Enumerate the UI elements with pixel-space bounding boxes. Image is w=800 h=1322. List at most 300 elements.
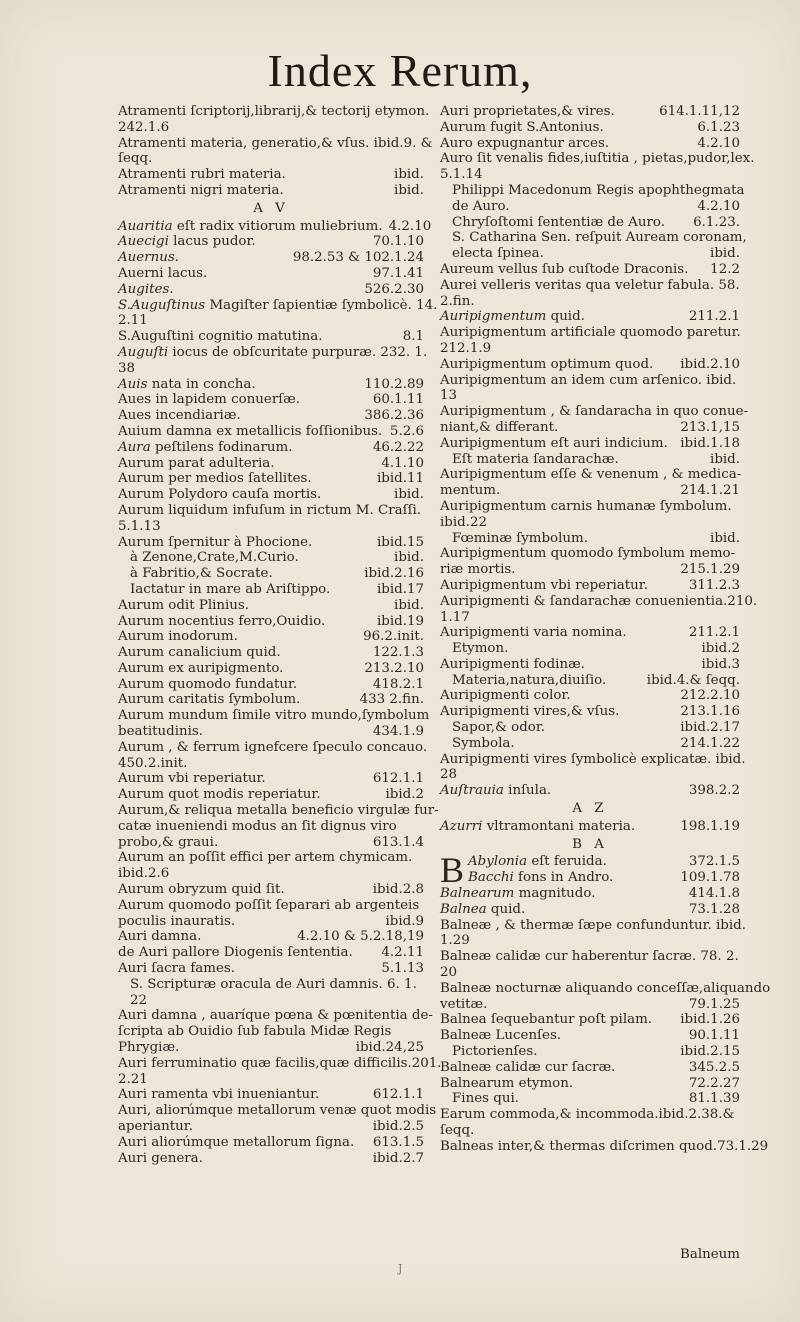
index-entry [118,550,424,566]
index-entry [440,278,740,310]
entry-text [440,1107,734,1123]
page-title: Index Rerum, [267,45,533,96]
entry-reference: ibid. [710,530,740,546]
entry-text [440,918,746,934]
entry-text [440,104,615,120]
entry-text [440,373,736,389]
entry-reference: ibid.2.5 [372,1119,424,1134]
index-entry [440,720,740,736]
entry-reference: ibid.2 [385,787,424,803]
entry-reference: ibid.2.7 [372,1150,424,1166]
entry-line [118,167,424,183]
entry-line [440,420,740,436]
entry-line [118,1135,424,1151]
entry-reference: ibid.24,25 [355,1040,424,1056]
index-entry [118,282,424,298]
section-heading: A Z [572,801,608,817]
entry-text [118,408,241,424]
entry-text [440,1060,615,1076]
entry-reference: ibid.2.8 [372,882,424,898]
entry-line [118,739,428,756]
entry-text [118,898,419,914]
entry-body: Aurum per medios ſatellites. [118,471,312,487]
entry-reference: 5.2.6 [389,423,424,439]
entry-reference: 211.2.1 [688,625,740,641]
entry-body: Atramenti rubri materia. [118,167,286,183]
entry-reference: ibid.1.18 [680,435,740,451]
entry-body: magnitudo. [514,886,596,902]
entry-text [118,1135,354,1151]
entry-reference: 98.2.53 & 102.1.24 [292,250,424,266]
entry-line [118,582,424,598]
entry-text [440,278,740,294]
entry-reference: ibid. [710,451,740,467]
index-entry [440,499,740,531]
entry-text [118,882,285,898]
entry-reference: 211.2.1 [688,309,740,325]
entry-body: Aurum an poſſit effici per artem chymicam. [118,850,413,866]
entry-reference: ibid. [394,167,424,183]
index-entry [118,898,424,930]
index-entry [440,436,740,452]
index-entry [440,625,740,641]
entry-continuation: ibid.2.6 [118,866,170,882]
entry-body: Iactatur in mare ab Ariſtippo. [130,581,331,597]
entry-reference: 212.2.10 [680,688,740,704]
entry-line [118,929,424,945]
entry-text [440,783,551,799]
entry-text [118,345,427,361]
index-entry [440,230,747,262]
entry-line [440,1012,740,1028]
index-entry [118,167,424,183]
index-entry [440,1060,740,1076]
entry-reference: 213.2.10 [364,660,424,676]
entry-keyword: Auernus. [118,250,179,266]
entry-reference: ibid. [394,182,424,198]
entry-line [118,1040,424,1056]
entry-line [440,483,740,499]
entry-text [118,167,286,183]
entry-body: Balneæ nocturnæ aliquando conceſſæ,aliquando [440,980,771,996]
entry-reference: ibid. [394,597,424,613]
entry-continuation: de Auro. [452,198,510,214]
entry-text [468,870,613,886]
entry-body: Balneas inter,& thermas diſcrimen quod.73.1.29 [440,1138,769,1154]
entry-body: peſtilens fodinarum. [150,439,293,455]
index-entry [440,1076,740,1092]
index-entry [118,135,433,168]
entry-continuation: 22 [130,992,148,1008]
entry-body: Aurum nocentius ferro,Ouidio. [118,613,326,629]
entry-reference: 122.1.3 [372,645,424,661]
index-entry [118,739,428,772]
entry-keyword: Auſtrauia [440,783,504,799]
entry-body: nata in concha. [147,376,256,392]
left-column [118,104,442,1166]
entry-text [440,1139,768,1155]
entry-reference: 213.1.16 [680,704,740,720]
entry-body: Aurum quomodo poſſit ſeparari ab argenteis [118,897,420,913]
index-entry [440,578,740,594]
entry-line [118,456,424,472]
entry-line [440,736,740,752]
entry-text [452,720,545,736]
entry-text [452,215,665,231]
entry-text [118,219,383,235]
entry-line [118,1055,442,1072]
entry-reference: 79.1.25 [688,996,740,1012]
index-entry [440,673,740,689]
entry-reference: 4.2.10 & 5.2.18,19 [297,929,424,945]
index-entry [118,218,432,235]
entry-body: Balneæ Lucenſes. [440,1028,562,1044]
entry-text [440,657,585,673]
entry-text [452,736,515,752]
index-entry [118,424,424,440]
entry-line [440,230,747,246]
entry-keyword: Azurri [440,818,483,834]
index-entry [118,945,424,961]
entry-text [118,787,321,803]
entry-continuation: 1.29 [440,933,470,949]
index-entry [118,329,424,345]
entry-body: inſula. [503,783,552,799]
entry-line [118,566,424,582]
entry-text [440,578,648,594]
entry-continuation: ibid.22 [440,514,488,530]
entry-body: Auerni lacus. [118,265,208,281]
entry-line [468,854,740,870]
entry-continuation: electa ſpinea. [452,246,544,262]
entry-line [118,234,424,250]
entry-line [440,704,740,720]
entry-body: Balneæ calidæ cur ſacræ. [440,1059,616,1075]
entry-reference: 372.1.5 [688,854,740,870]
entry-body: Materia,natura,diuiſio. [452,672,607,688]
entry-text [440,1028,561,1044]
entry-reference: 4.2.10 [697,198,740,214]
entry-text [118,929,201,945]
entry-body: Aurum odit Plinius. [118,597,250,613]
entry-continuation: beatitudinis. [118,724,204,740]
entry-reference: 70.1.10 [372,234,424,250]
right-column [440,104,771,1155]
index-entry [118,787,424,803]
entry-line [118,535,424,551]
entry-body: vltramontani materia. [482,818,636,834]
index-entry [118,677,424,693]
index-entry [440,751,746,784]
entry-body: Aurum fugit S.Antonius. [440,119,604,135]
entry-reference: 526.2.30 [364,281,424,297]
entry-continuation: 212.1.9 [440,340,492,356]
index-entry [440,783,740,799]
entry-text [118,136,433,152]
entry-reference: 214.1.21 [680,483,740,499]
entry-reference: ibid.2.16 [364,566,424,582]
entry-line [118,135,433,152]
index-entry [440,819,740,835]
entry-body: Aureum vellus ſub cuſtode Draconis. [440,261,689,277]
entry-reference: 433 2.fin. [359,692,424,708]
entry-line [440,980,771,997]
entry-body: lacus pudor. [168,234,256,250]
entry-body: Aurum canalicium quid. [118,645,281,661]
entry-body: Aurum caritatis ſymbolum. [118,692,301,708]
entry-line [118,771,424,787]
entry-reference: 414.1.8 [688,886,740,902]
index-entry [118,234,424,250]
entry-line [440,688,740,704]
entry-line [118,297,438,314]
entry-reference: 12.2 [710,261,740,277]
entry-text [440,467,741,483]
entry-text [118,424,382,440]
entry-line [440,325,740,341]
index-entry [440,1012,740,1028]
entry-body: Aurum mundum ſimile vitro mundo,ſymbolum [118,708,430,724]
entry-body: S.Auguſtini cognitio matutina. [118,329,323,345]
index-entry [118,1087,424,1103]
entry-line [118,961,424,977]
index-entry [118,598,424,614]
entry-line [118,250,424,266]
index-entry [440,182,745,215]
entry-line [118,392,424,408]
entry-line [440,1076,740,1092]
index-entry [440,373,740,405]
entry-reference: ibid.11 [376,471,424,487]
index-entry [118,266,424,282]
entry-text [440,704,619,720]
entry-body: Auri ferruminatio quæ facilis,quæ difficilis.201. [118,1055,442,1071]
entry-continuation: poculis inauratis. [118,913,236,929]
entry-line [118,104,430,120]
index-entry [118,629,424,645]
entry-body: Aurum quomodo fundatur. [118,676,298,692]
entry-line [118,183,424,199]
entry-line [118,218,432,235]
index-entry [440,870,740,886]
entry-reference: ibid.19 [376,613,424,629]
entry-body: Auripigmentum optimum quod. [440,356,654,372]
entry-line [118,787,424,803]
entry-body: Earum commoda,& incommoda.ibid.2.38.& [440,1107,735,1123]
entry-text [440,625,627,641]
entry-line [440,902,740,918]
entry-continuation: 2.21 [118,1071,148,1087]
entry-line [118,835,424,851]
entry-text [130,566,273,582]
index-entry [118,535,424,551]
index-entry [440,949,740,981]
entry-text [118,377,256,393]
entry-text [118,1056,442,1072]
entry-body: Auripigmentum artificiale quomodo paretur. [440,325,741,341]
entry-line [440,467,740,483]
index-entry [440,151,755,183]
entry-line [440,436,740,452]
entry-text [440,819,635,835]
index-entry [440,531,740,547]
entry-text [440,949,739,965]
entry-line [440,531,740,547]
entry-keyword: Aura [118,439,151,455]
entry-keyword: Balnea [440,901,487,917]
entry-continuation: catæ inueniendi modus an ſit dignus viro [118,818,397,834]
index-entry [118,614,424,630]
entry-line [440,562,740,578]
entry-text [118,945,353,961]
entry-continuation: 2.11 [118,313,148,329]
index-entry [440,736,740,752]
entry-continuation: Phrygiæ. [118,1040,180,1056]
index-entry [118,392,424,408]
entry-body: Auripigmenti & ſandarachæ conuenientia.210. [440,593,758,609]
entry-continuation: 242.1.6 [118,119,170,135]
entry-line [118,408,424,424]
index-entry [440,1044,740,1060]
entry-continuation: 13 [440,388,458,404]
entry-reference: 4.2.11 [381,945,424,961]
index-entry [440,1091,740,1107]
entry-line [440,120,740,136]
entry-line [118,882,424,898]
entry-reference: ibid. [710,246,740,262]
entry-text [118,677,297,693]
entry-reference: 96.2.init. [363,629,424,645]
entry-text [118,298,437,314]
entry-body: Balnearum etymon. [440,1075,574,1091]
entry-body: Aurei velleris veritas qua veletur fabula. 58. [440,277,740,293]
entry-body: Aurum Polydoro cauſa mortis. [118,487,322,503]
entry-body: Atramenti ſcriptorij,librarij,& tectorij etymon. [118,104,430,119]
entry-text [468,854,607,870]
entry-line [440,751,746,768]
entry-reference: ibid.2.10 [680,356,740,372]
entry-body: Aues in lapidem conuerſæ. [118,392,301,408]
entry-line [468,870,740,886]
entry-body: Auri damna. [118,929,202,945]
entry-text [118,471,312,487]
entry-text [440,136,609,152]
entry-body: Auripigmentum , & ſandaracha in quo conue- [440,404,749,420]
entry-text [452,452,619,468]
entry-text [118,104,429,120]
index-entry [118,183,424,199]
entry-text [440,1076,573,1092]
entry-keyword: Abylonia [468,854,528,870]
entry-body: Auripigmentum an idem cum arſenico. ibid. [440,372,737,388]
entry-line [118,1103,437,1119]
entry-reference: ibid.15 [376,534,424,550]
index-entry [440,688,740,704]
entry-line [118,977,424,993]
entry-keyword: Auecigi [118,234,169,250]
entry-body: Auri aliorúmque metallorum ſigna. [118,1134,355,1150]
entry-body: Atramenti materia, generatio,& vſus. ibid.9. & [118,135,433,151]
entry-line [118,598,424,614]
entry-line [440,720,740,736]
index-entry [440,1028,740,1044]
entry-line [118,645,424,661]
entry-body: Auium damna ex metallicis foſſionibus. [118,423,383,439]
entry-text [118,1008,433,1024]
index-entry [118,882,424,898]
index-entry [118,250,424,266]
entry-line [440,886,740,902]
entry-line [440,546,740,562]
entry-text [118,329,322,345]
entry-reference: ibid.3 [701,656,740,672]
entry-continuation: probo,& graui. [118,834,219,850]
entry-text [118,1151,203,1167]
entry-reference: 614.1.11,12 [659,104,740,119]
entry-line [440,997,740,1013]
entry-line [440,215,740,231]
entry-line [118,1087,424,1103]
index-entry [118,582,424,598]
index-entry [440,357,740,373]
entry-line [118,898,424,914]
entry-continuation: aperiantur. [118,1119,193,1134]
entry-line [440,199,740,215]
entry-body: Aurum parat adulteria. [118,455,275,471]
entry-line [118,708,430,724]
entry-line [440,641,740,657]
entry-text [118,266,207,282]
entry-body: Auro expugnantur arces. [440,135,610,151]
index-entry [118,297,438,330]
entry-body: quid. [486,901,526,917]
entry-line [118,629,424,645]
entry-text [440,151,754,167]
entry-line [118,614,424,630]
entry-text [440,546,735,562]
index-entry [118,961,424,977]
entry-line [440,136,740,152]
entry-reference: 97.1.41 [372,265,424,281]
entry-body: Etymon. [452,641,509,657]
entry-text [118,614,325,630]
index-entry [440,325,740,357]
entry-reference: 46.2.22 [372,439,424,455]
entry-reference: 72.2.27 [688,1075,740,1091]
entry-body: Auripigmentum eſſe & venenum , & medica- [440,467,742,483]
entry-line [440,949,740,965]
entry-body: Auripigmenti color. [440,688,571,704]
entry-line [118,677,424,693]
entry-body: Auripigmenti fodinæ. [440,656,585,672]
entry-body: Atramenti nigri materia. [118,182,284,198]
entry-line [440,625,740,641]
entry-body: Magiſter ſapientiæ ſymbolicè. 14. [205,297,438,313]
entry-reference: 73.1.28 [688,901,740,917]
index-entry [440,309,740,325]
index-entry [118,566,424,582]
entry-body: Auri damna , auaríque pœna & pœnitentia de- [118,1008,433,1024]
entry-body: Aurum vbi reperiatur. [118,771,266,787]
index-entry [440,593,758,626]
index-entry [440,1138,769,1155]
entry-body: Aurum quot modis reperiatur. [118,787,321,803]
entry-text [440,886,595,902]
entry-body: Aurum inodorum. [118,629,238,645]
entry-continuation: 450.2.init. [118,755,188,771]
footer-mark: J [398,1262,403,1275]
index-entry [118,1008,433,1056]
